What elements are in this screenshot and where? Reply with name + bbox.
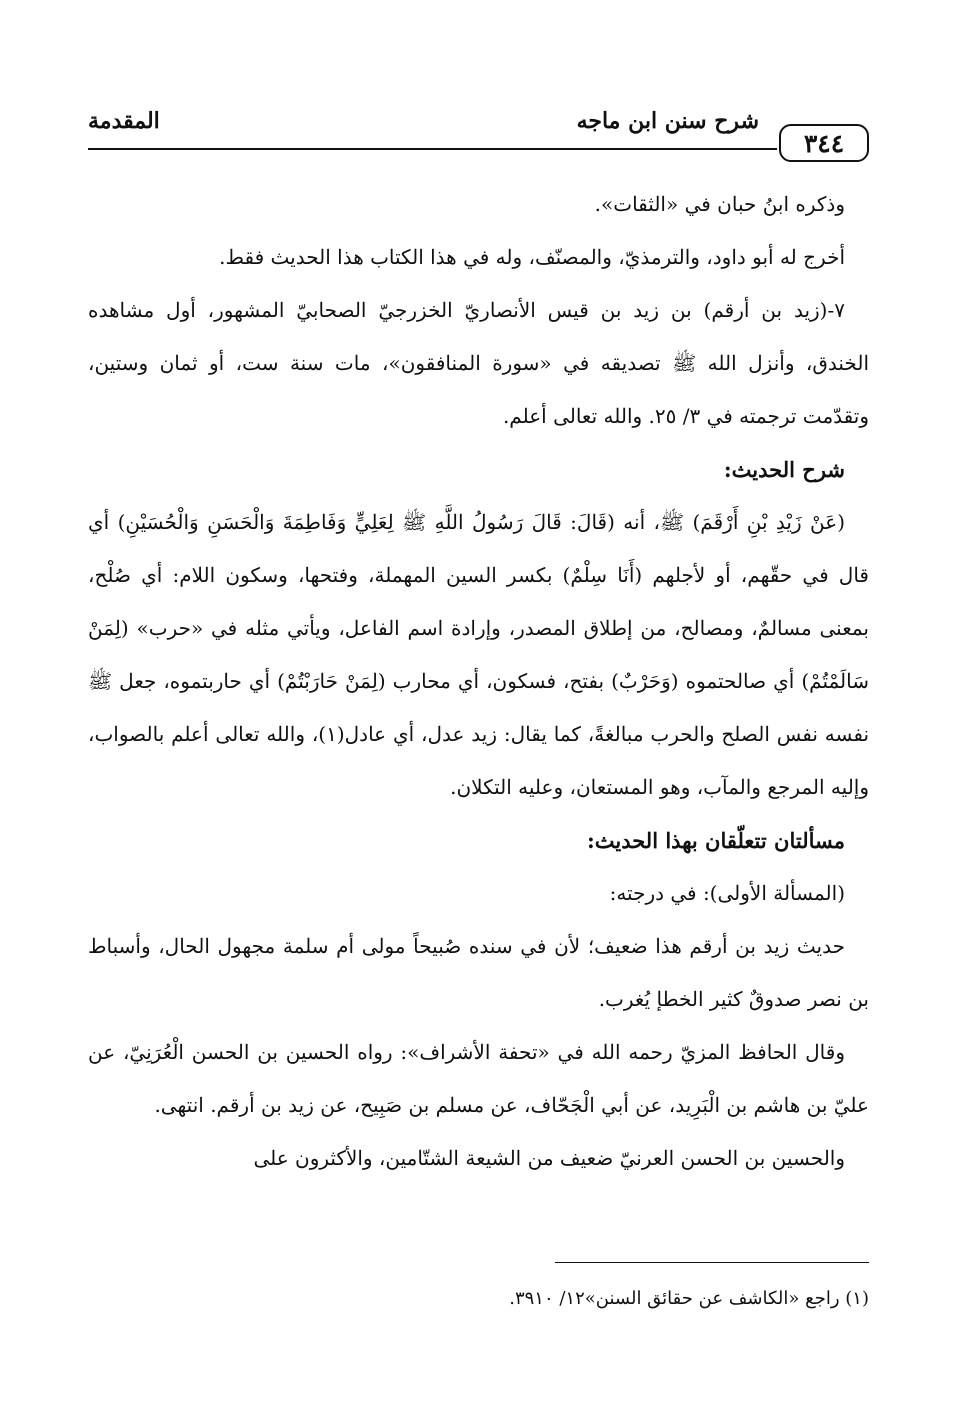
paragraph: والحسين بن الحسن العرنيّ ضعيف من الشيعة الشتّامين، والأكثرون على — [253, 1146, 845, 1170]
page-number: ٣٤٤ — [779, 124, 869, 162]
page-header — [88, 102, 869, 158]
paragraph: وذكره ابنُ حبان في «الثقات». — [594, 192, 845, 216]
paragraph: (المسألة الأولى): في درجته: — [609, 881, 845, 905]
section-heading: شرح الحديث: — [723, 457, 845, 482]
header-divider — [88, 148, 777, 150]
section-heading: مسألتان تتعلّقان بهذا الحديث: — [587, 828, 845, 853]
paragraph: أخرج له أبو داود، والترمذيّ، والمصنّف، وله في هذا الكتاب هذا الحديث فقط. — [219, 245, 845, 269]
section-title: المقدمة — [88, 108, 160, 134]
footnote-divider — [555, 1262, 869, 1263]
paragraph: وقال الحافظ المزيّ رحمه الله في «تحفة الأشراف»: رواه الحسين بن الحسن الْعُرَنِيّ، عن عليّ بن هاشم بن الْبَرِيد، عن أبي الْجَحّاف، عن مسلم بن صَبِيح، عن زيد بن أرقم. انتهى. — [88, 1040, 869, 1117]
book-title: شرح سنن ابن ماجه — [576, 108, 759, 134]
page-body — [88, 178, 869, 1185]
paragraph: حديث زيد بن أرقم هذا ضعيف؛ لأن في سنده صُبيحاً مولى أم سلمة مجهول الحال، وأسباط بن نصر صدوقٌ كثير الخطإ يُغرب. — [88, 934, 869, 1011]
paragraph: ٧-(زيد بن أرقم) بن زيد بن قيس الأنصاريّ الخزرجيّ الصحابيّ المشهور، أول مشاهده الخندق، وأنزل الله ﷺ تصديقه في «سورة المنافقون»، مات سنة ست، أو ثمان وستين، وتقدّمت ترجمته في ٣/ ٢٥. والله تعالى أعلم. — [88, 298, 869, 428]
footnote: (١) راجع «الكاشف عن حقائق السنن»١٢/ ٣٩١٠. — [509, 1288, 869, 1309]
paragraph: (عَنْ زَيْدِ بْنِ أَرْقَمَ) ﷺ، أنه (قَالَ: قَالَ رَسُولُ اللَّهِ ﷺ لِعَلِيٍّ وَفَاطِمَةَ وَالْحَسَنِ وَالْحُسَيْنِ) أي قال في حقّهم، أو لأجلهم (أَنَا سِلْمٌ) بكسر السين المهملة، وفتحها، وسكون اللام: أي صُلْح، بمعنى مسالمٌ، ومصالح، من إطلاق المصدر، وإرادة اسم الفاعل، ويأتي مثله في «حرب» (لِمَنْ سَالَمْتُمْ) أي صالحتموه (وَحَرْبٌ) بفتح، فسكون، أي محارب (لِمَنْ حَارَبْتُمْ) أي حاربتموه، جعل ﷺ نفسه نفس الصلح والحرب مبالغةً، كما يقال: زيد عدل، أي عادل(١)، والله تعالى أعلم بالصواب، وإليه المرجع والمآب، وهو المستعان، وعليه التكلان. — [88, 510, 870, 799]
